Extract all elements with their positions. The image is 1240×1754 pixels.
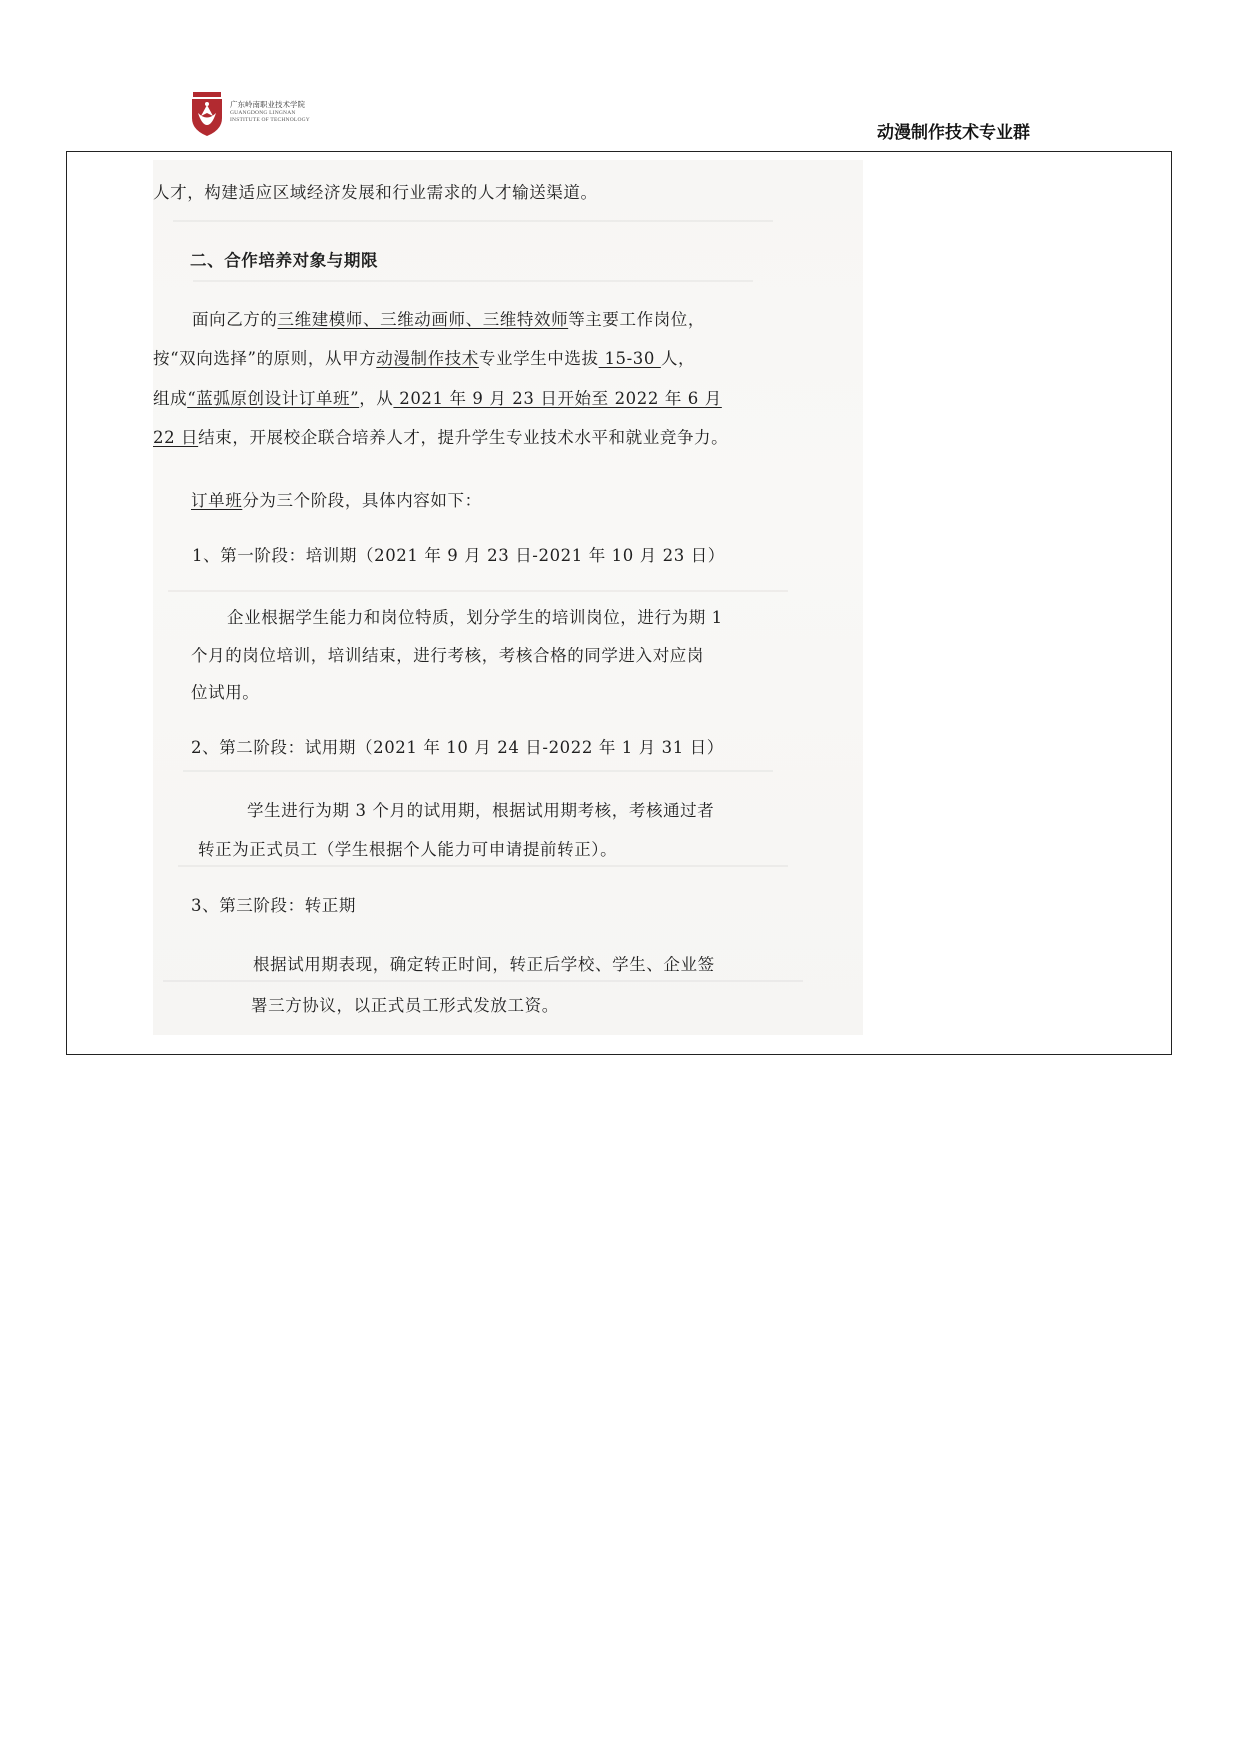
- bleed-through-line: [193, 280, 753, 282]
- underlined-class-name: “蓝弧原创设计订单班”: [187, 389, 360, 408]
- underlined-major: 动漫制作技术: [376, 349, 479, 368]
- stage1-text-line: 企业根据学生能力和岗位特质，划分学生的培训岗位，进行为期 1: [227, 608, 723, 627]
- stage2-text-line: 学生进行为期 3 个月的试用期，根据试用期考核，考核通过者: [247, 801, 715, 820]
- college-logo: [190, 92, 340, 142]
- bleed-through-line: [178, 865, 788, 867]
- underlined-end-date: 22 日: [153, 428, 199, 447]
- section-heading: 二、合作培养对象与期限: [190, 251, 379, 270]
- paragraph-line: [153, 345, 695, 369]
- underlined-student-count: 15-30: [598, 349, 661, 368]
- text-span: 分为三个阶段，具体内容如下：: [242, 491, 482, 510]
- paragraph-line: [192, 306, 705, 330]
- text-span: 结束，开展校企联合培养人才，提升学生专业技术水平和就业竞争力。: [198, 428, 729, 447]
- bleed-through-line: [168, 590, 788, 592]
- college-name-cn: 广东岭南职业技术学院: [230, 100, 305, 109]
- stage1-text-line: 位试用。: [191, 683, 260, 702]
- stage2-heading: 2、第二阶段：试用期（2021 年 10 月 24 日-2022 年 1 月 31 日）: [191, 738, 724, 757]
- bleed-through-line: [183, 770, 773, 772]
- paragraph-line: [191, 487, 482, 511]
- bleed-through-line: [163, 980, 803, 982]
- stage1-heading: 1、第一阶段：培训期（2021 年 9 月 23 日-2021 年 10 月 23 日）: [192, 546, 725, 565]
- stage3-text-line: 署三方协议，以正式员工形式发放工资。: [251, 996, 559, 1015]
- header-title: 动漫制作技术专业群: [877, 123, 1030, 143]
- text-span: 人，: [660, 349, 696, 368]
- paragraph-line: [153, 424, 728, 448]
- stage3-heading: 3、第三阶段：转正期: [191, 896, 356, 915]
- stage2-text-line: 转正为正式员工（学生根据个人能力可申请提前转正）。: [198, 840, 618, 859]
- underlined-job-positions: 三维建模师、三维动画师、三维特效师: [277, 310, 569, 329]
- stage3-text-line: 根据试用期表现，确定转正时间，转正后学校、学生、企业签: [253, 955, 715, 974]
- scanned-page-frame: [66, 151, 1172, 1055]
- text-span: ，从: [359, 389, 394, 408]
- bleed-through-line: [173, 220, 773, 222]
- stage1-text-line: 个月的岗位培训，培训结束，进行考核，考核合格的同学进入对应岗: [191, 646, 704, 665]
- underlined-order-class: 订单班: [191, 491, 243, 510]
- college-name-en-line2: INSTITUTE OF TECHNOLOGY: [230, 117, 310, 123]
- paragraph-line: [153, 385, 722, 409]
- college-emblem-icon: [190, 92, 224, 136]
- text-line: 人才，构建适应区域经济发展和行业需求的人才输送渠道。: [153, 183, 598, 202]
- text-span: 等主要工作岗位，: [568, 310, 706, 329]
- underlined-start-date: 2021 年 9 月 23 日开始至 2022 年 6 月: [393, 389, 722, 408]
- text-span: 面向乙方的: [192, 310, 278, 329]
- text-span: 组成: [153, 389, 188, 408]
- college-name-en-line1: GUANGDONG LINGNAN: [230, 110, 296, 116]
- text-span: 专业学生中选拔: [478, 349, 599, 368]
- text-span: 按“双向选择”的原则，从甲方: [153, 349, 377, 368]
